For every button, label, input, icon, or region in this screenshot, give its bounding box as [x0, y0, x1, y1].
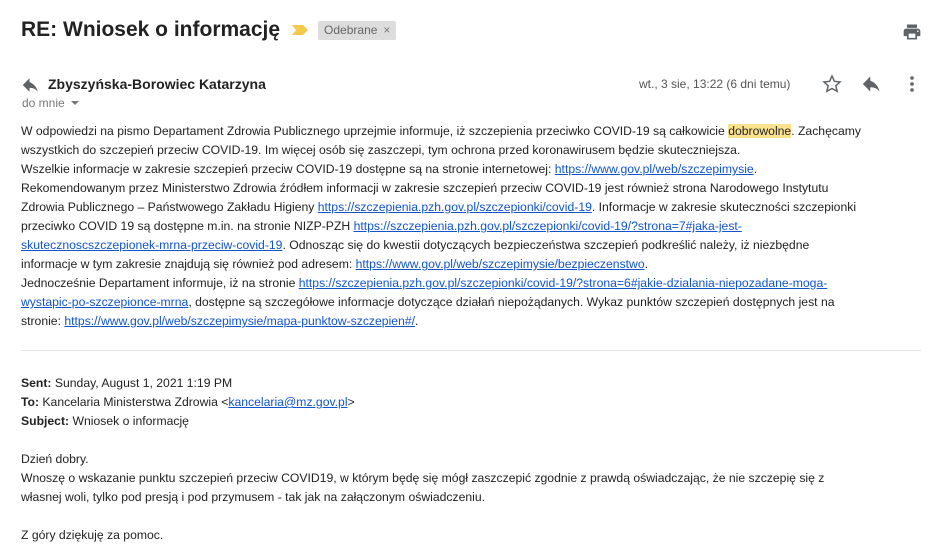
greeting: Dzień dobry.: [21, 452, 89, 466]
link-bezpieczenstwo[interactable]: https://www.gov.pl/web/szczepimysie/bezpieczenstwo: [355, 257, 645, 271]
body-line: [21, 274, 926, 293]
body-text: Jednocześnie Departament informuje, iż na stronie: [21, 276, 299, 290]
body-line: [21, 236, 926, 255]
to-line: [21, 393, 926, 412]
recipient-email-link[interactable]: kancelaria@mz.gov.pl: [228, 395, 348, 409]
body-line: [21, 217, 926, 236]
sender-name[interactable]: Zbyszyńska-Borowiec Katarzyna: [48, 76, 266, 92]
quoted-paragraph: Wnoszę o wskazanie punktu szczepień przeciw COVID19, w którym będę się mógł zaszczepić zgodnie z prawdą oświadczając, że nie szczepię się z: [21, 471, 825, 485]
to-close: >: [347, 395, 355, 409]
inbox-label-text: Odebrane: [324, 22, 378, 37]
sender-row: [22, 74, 922, 114]
body-line: [21, 312, 926, 331]
body-line: [21, 198, 926, 217]
subject-value: Wniosek o informację: [69, 414, 189, 428]
body-text: .: [753, 162, 758, 176]
body-line: [21, 122, 926, 141]
importance-marker-icon[interactable]: [292, 25, 308, 35]
email-body: [21, 122, 926, 331]
body-text: . Zachęcamy: [791, 124, 861, 138]
body-text: W odpowiedzi na pismo Departament Zdrowia Publicznego uprzejmie informuje, iż szczepienia przeciwko COVID-19 są całkowicie: [21, 124, 729, 138]
email-date: wt., 3 sie, 13:22 (6 dni temu): [639, 77, 791, 91]
sent-value: Sunday, August 1, 2021 1:19 PM: [51, 376, 233, 390]
to-me-label: do mnie: [22, 96, 65, 110]
star-icon[interactable]: [822, 74, 842, 94]
sent-label: Sent:: [21, 376, 52, 390]
body-text: , dostępne są szczegółowe informacje dotyczące działań niepożądanych. Wykaz punktów szczepień dostępnych jest na: [188, 295, 835, 309]
body-text: . Odnosząc się do kwestii dotyczących bezpieczeństwa szczepień podkreślić należy, iż niezbędne: [282, 238, 810, 252]
body-text: .: [415, 314, 419, 328]
reply-icon[interactable]: [862, 76, 882, 92]
to-value: Kancelaria Ministerstwa Zdrowia <: [39, 395, 229, 409]
inbox-label-chip[interactable]: [318, 21, 396, 40]
body-text: informacje w tym zakresie znajdują się również pod adresem:: [21, 257, 356, 271]
link-mapa-punktow[interactable]: https://www.gov.pl/web/szczepimysie/mapa-punktow-szczepien#/: [64, 314, 416, 328]
body-text: .: [644, 257, 649, 271]
link-szczepimysie[interactable]: https://www.gov.pl/web/szczepimysie: [554, 162, 754, 176]
body-line: [21, 293, 926, 312]
subject-row: [21, 18, 396, 42]
to-label: To:: [21, 395, 40, 409]
subject-line: [21, 412, 926, 431]
closing: Z góry dziękuję za pomoc.: [21, 528, 164, 542]
email-subject: RE: Wniosek o informację: [21, 18, 281, 41]
link-pzh-skutecznosc-cont[interactable]: skutecznoscszczepionek-mrna-przeciw-covid-19: [21, 238, 283, 252]
quote-divider: [21, 350, 921, 351]
body-line: Rekomendowanym przez Ministerstwo Zdrowia źródłem informacji w zakresie szczepień przeciw COVID-19 jest również strona Narodowego Instytutu: [21, 181, 829, 195]
body-text: Zdrowia Publicznego – Państwowego Zakładu Higieny: [21, 200, 318, 214]
body-text: przeciwko COVID 19 są dostępne m.in. na stronie NIZP-PZH: [21, 219, 354, 233]
show-details-caret-icon[interactable]: [71, 101, 79, 105]
quoted-message: [21, 374, 926, 545]
subject-label: Subject:: [21, 414, 70, 428]
link-pzh-skutecznosc[interactable]: https://szczepienia.pzh.gov.pl/szczepionki/covid-19/?strona=7#jaka-jest-: [353, 219, 742, 233]
print-icon[interactable]: [902, 22, 922, 42]
link-pzh-niepozadane-cont[interactable]: wystapic-po-szczepionce-mrna: [21, 295, 189, 309]
body-text: . Informacje w zakresie skuteczności szczepionki: [591, 200, 857, 214]
link-pzh-covid19[interactable]: https://szczepienia.pzh.gov.pl/szczepionki/covid-19: [317, 200, 592, 214]
remove-label-icon[interactable]: ×: [383, 22, 391, 37]
more-vertical-icon[interactable]: [906, 75, 918, 93]
body-text: Wszelkie informacje w zakresie szczepień przeciw COVID-19 dostępne są na stronie internetowej:: [21, 162, 555, 176]
reply-arrow-icon: [22, 78, 40, 92]
sent-line: [21, 374, 926, 393]
recipient-summary[interactable]: [22, 96, 79, 110]
body-line: [21, 255, 926, 274]
highlighted-word: dobrowolne: [728, 124, 792, 138]
link-pzh-niepozadane[interactable]: https://szczepienia.pzh.gov.pl/szczepionki/covid-19/?strona=6#jakie-dzialania-niepozadane-moga-: [298, 276, 828, 290]
body-text: stronie:: [21, 314, 65, 328]
quoted-paragraph: własnej woli, tylko pod presją i pod przymusem - tak jak na załączonym oświadczeniu.: [21, 490, 486, 504]
body-line: [21, 160, 926, 179]
body-line: wszystkich do szczepień przeciw COVID-19. Im więcej osób się zaszczepi, tym ochrona przed koronawirusem będzie skuteczniejsza.: [21, 143, 741, 157]
